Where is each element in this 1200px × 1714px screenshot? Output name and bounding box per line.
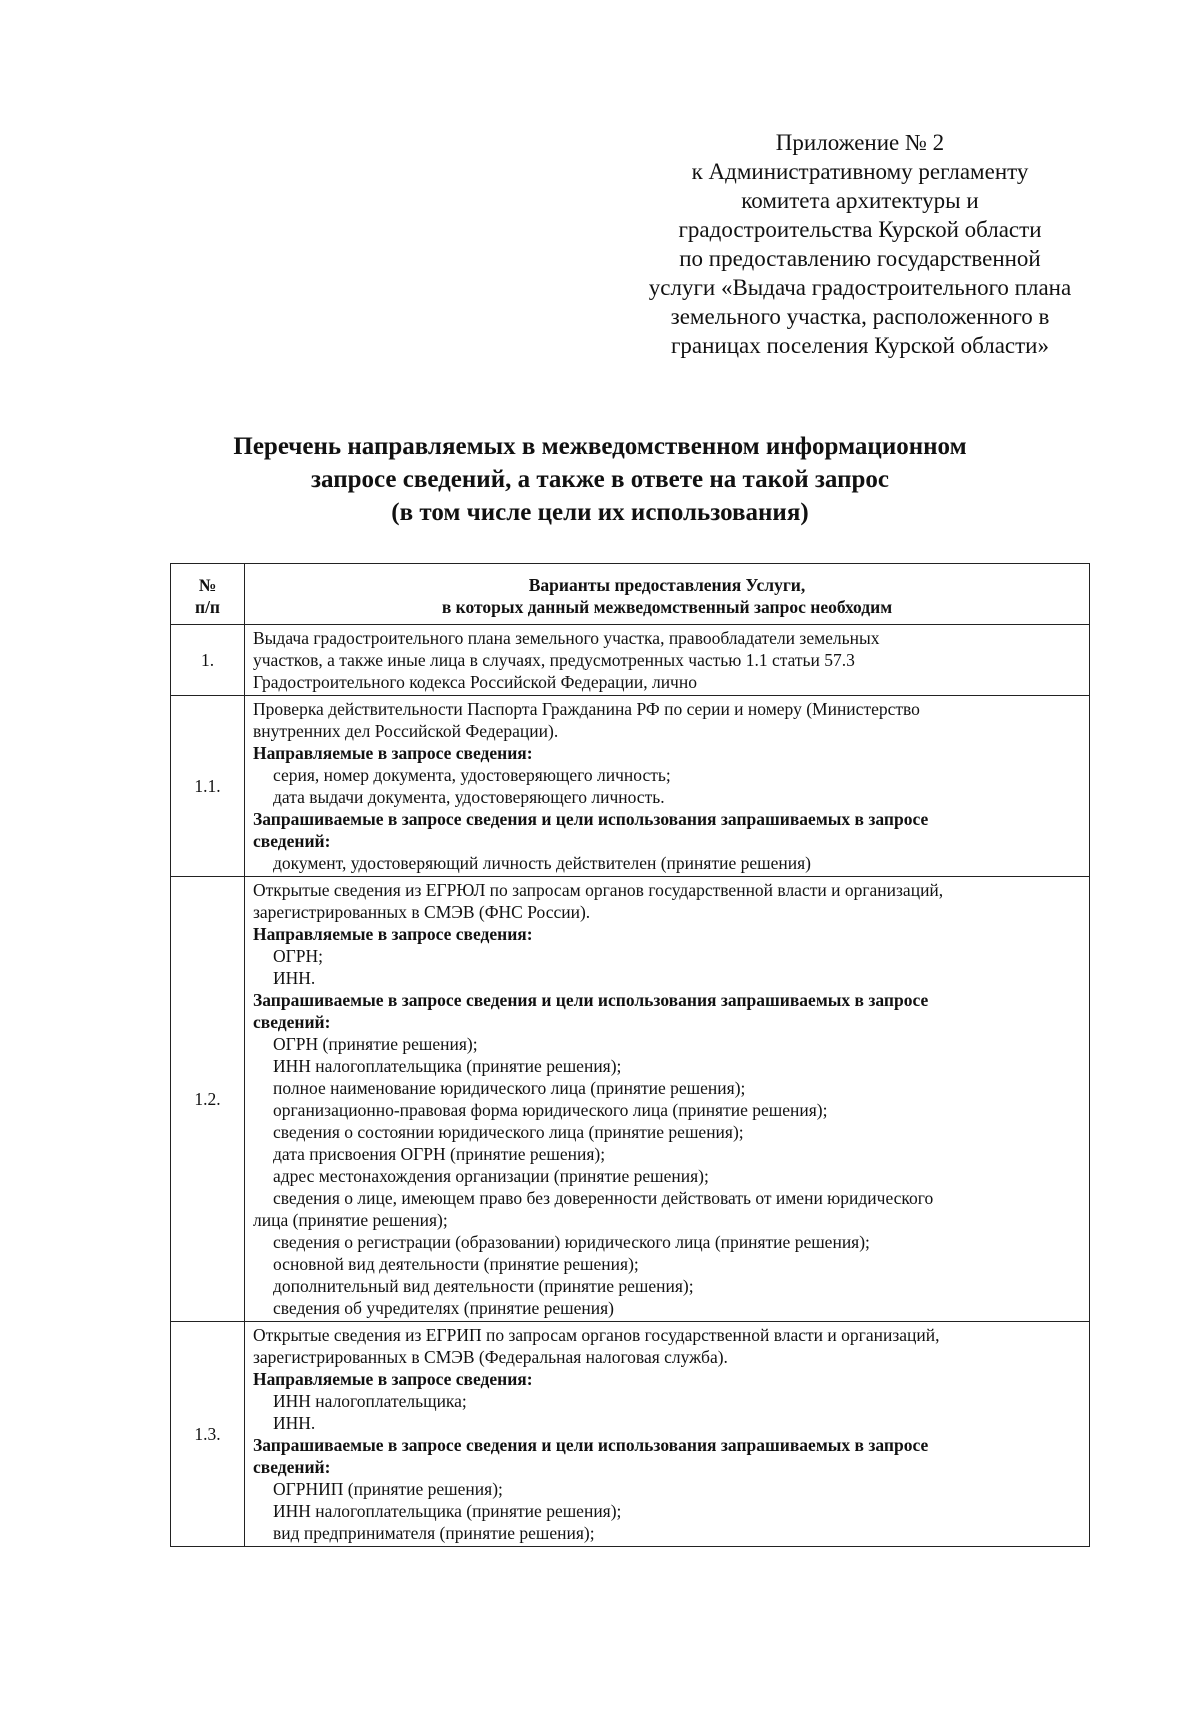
text-line: Открытые сведения из ЕГРЮЛ по запросам органов государственной власти и организаций, [253,880,944,900]
requested-heading: Запрашиваемые в запросе сведения и цели использования запрашиваемых в запросе [253,990,929,1010]
table-row [171,696,1090,877]
requested-item: сведения о регистрации (образовании) юридического лица (принятие решения); [273,1232,870,1252]
text-line: Открытые сведения из ЕГРИП по запросам органов государственной власти и организаций, [253,1325,940,1345]
requested-item: ИНН налогоплательщика (принятие решения); [273,1501,622,1521]
requested-item: организационно-правовая форма юридического лица (принятие решения); [273,1100,828,1120]
requested-item-continuation: лица (принятие решения); [253,1210,448,1230]
requested-item: ИНН налогоплательщика (принятие решения); [273,1056,622,1076]
requested-item: документ, удостоверяющий личность действителен (принятие решения) [273,853,811,873]
text-line: Выдача градостроительного плана земельного участка, правообладатели земельных [253,628,880,648]
sent-heading: Направляемые в запросе сведения: [253,1369,533,1389]
appendix-line: комитета архитектуры и [741,188,979,213]
row-number: 1. [171,625,245,696]
requested-item: ОГРН (принятие решения); [273,1034,478,1054]
header-num-cell [171,564,245,625]
requested-heading: сведений: [253,831,331,851]
requested-item: ОГРНИП (принятие решения); [273,1479,503,1499]
table-header-row [171,564,1090,625]
sent-item: ИНН налогоплательщика; [273,1391,467,1411]
requested-item: адрес местонахождения организации (принятие решения); [273,1166,709,1186]
text-line: Проверка действительности Паспорта Гражданина РФ по серии и номеру (Министерство [253,699,920,719]
header-desc-cell [245,564,1090,625]
requested-heading: Запрашиваемые в запросе сведения и цели использования запрашиваемых в запросе [253,809,929,829]
appendix-line: по предоставлению государственной [679,246,1041,271]
document-title [100,430,1100,529]
row-content [245,625,1090,696]
sent-heading: Направляемые в запросе сведения: [253,743,533,763]
text-line: зарегистрированных в СМЭВ (ФНС России). [253,902,591,922]
sent-item: ИНН. [273,968,316,988]
appendix-line: границах поселения Курской области» [670,333,1049,358]
row-content [245,1322,1090,1547]
row-number: 1.3. [171,1322,245,1547]
sent-item: ОГРН; [273,946,323,966]
appendix-block [620,128,1100,360]
text-line: Градостроительного кодекса Российской Федерации, лично [253,672,697,692]
requested-item: дополнительный вид деятельности (принятие решения); [273,1276,694,1296]
requested-item: основной вид деятельности (принятие решения); [273,1254,639,1274]
row-number: 1.1. [171,696,245,877]
sent-heading: Направляемые в запросе сведения: [253,924,533,944]
title-line: Перечень направляемых в межведомственном информационном [233,433,967,460]
header-desc-line: Варианты предоставления Услуги, [528,575,806,595]
appendix-line: к Административному регламенту [691,159,1029,184]
requested-item: вид предпринимателя (принятие решения); [273,1523,595,1543]
header-num-symbol: № [198,575,217,595]
requested-item: сведения о лице, имеющем право без доверенности действовать от имени юридического [273,1188,934,1208]
table-row [171,625,1090,696]
appendix-line: услуги «Выдача градостроительного плана [648,275,1072,300]
requests-table [170,563,1090,1547]
header-num-abbr: п/п [194,597,221,617]
requested-item: сведения об учредителях (принятие решения) [273,1298,614,1318]
text-line: зарегистрированных в СМЭВ (Федеральная налоговая служба). [253,1347,728,1367]
row-number: 1.2. [171,877,245,1322]
row-content [245,877,1090,1322]
requested-item: дата присвоения ОГРН (принятие решения); [273,1144,606,1164]
sent-item: дата выдачи документа, удостоверяющего личность. [273,787,665,807]
sent-item: ИНН. [273,1413,316,1433]
text-line: участков, а также иные лица в случаях, предусмотренных частью 1.1 статьи 57.3 [253,650,855,670]
appendix-line: градостроительства Курской области [678,217,1042,242]
requested-item: полное наименование юридического лица (принятие решения); [273,1078,746,1098]
requested-heading: сведений: [253,1012,331,1032]
appendix-line: Приложение № 2 [775,130,945,155]
row-content [245,696,1090,877]
table-row [171,877,1090,1322]
table-row [171,1322,1090,1547]
requested-heading: Запрашиваемые в запросе сведения и цели использования запрашиваемых в запросе [253,1435,929,1455]
appendix-line: земельного участка, расположенного в [670,304,1050,329]
header-desc-line: в которых данный межведомственный запрос необходим [441,597,893,617]
requested-item: сведения о состоянии юридического лица (принятие решения); [273,1122,744,1142]
text-line: внутренних дел Российской Федерации). [253,721,559,741]
title-line: (в том числе цели их использования) [391,499,809,526]
requested-heading: сведений: [253,1457,331,1477]
title-line: запросе сведений, а также в ответе на такой запрос [311,466,889,493]
sent-item: серия, номер документа, удостоверяющего личность; [273,765,671,785]
